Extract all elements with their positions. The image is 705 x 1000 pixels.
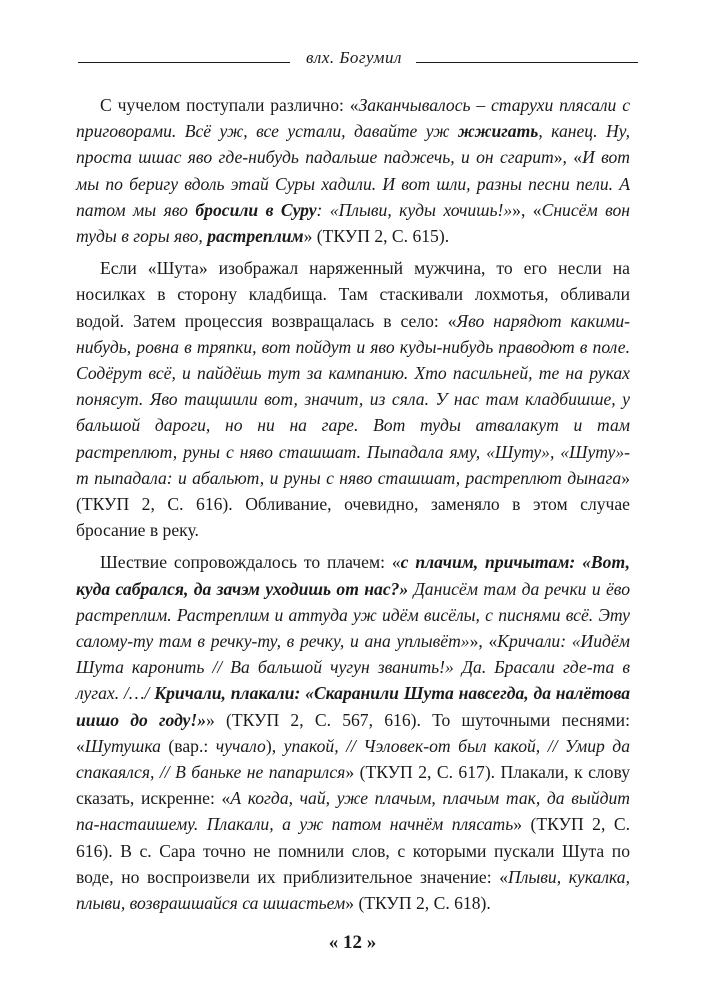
running-header [78, 48, 638, 72]
header-rule-left [78, 62, 290, 63]
text-run: Шествие сопровождалось то плачем: « [100, 552, 401, 573]
text-run: » (ТКУП 2, С. 616). Обливание, очевидно, заменяло в этом случае бросание в реку. [76, 467, 630, 541]
text-run: чучало [215, 735, 266, 756]
text-run: растреплим [207, 226, 304, 247]
text-run: Если «Шута» изображал наряженный мужчина, то его несли на носилках в сторону кладбища. Там стаскивали лохмотья, обливали водой. Затем процессия возвращалась в село: « [76, 258, 630, 331]
text-run: бросили в Суру [195, 199, 317, 220]
text-run: » (ТКУП 2, С. 617). Плакали, к слову сказать, искренне: « [76, 762, 630, 809]
text-run: (вар.: [160, 735, 216, 756]
text-run: Снисём вон туды в горы яво, [76, 199, 631, 247]
paragraph [76, 255, 630, 543]
text-run: Плыви, кукалка, плыви, возврашшайся са шшастьем [76, 866, 630, 914]
text-run: упакой, // Чэловек-от был какой, // Умир да спакаялся, // В баньке не папарился [76, 735, 631, 783]
text-run: Шутушка [84, 735, 161, 756]
text-run: Яво нарядют какими-нибудь, ровна в тряпки, вот пойдут и яво куды-нибудь праводют в поле. Содёрут всё, и пайдёшь тут за кампанию. Хто пасильней, те на руках понясут. Яво тащшили вот, значит, из сяла. У нас там кладбишше, у бальшой дароги, но ни на гаре. Вот туды атвалакут и там растреплют, руны с няво сташшат. Пыпадала яму, «Шуту», «Шуту»-т пыпадала: и абальют, и руны с няво сташшат, растреплют дынага [76, 310, 630, 488]
text-run: жжигать [458, 121, 539, 142]
text-run: » (ТКУП 2, С. 567, 616). То шуточными песнями: « [76, 709, 630, 756]
paragraph [76, 92, 630, 249]
text-run: », « [512, 199, 542, 220]
text-run: » (ТКУП 2, С. 618). [345, 893, 491, 914]
text-run: », « [469, 631, 498, 652]
body-text [76, 92, 630, 922]
text-run: » (ТКУП 2, С. 616). В с. Сара точно не помнили слов, с которыми пускали Шута по воде, но воспроизвели их приблизительное значение: « [76, 814, 630, 887]
page-number: « 12 » [328, 932, 377, 953]
text-run: Заканчывалось – старухи плясали с приговорами. Всё уж, все устали, давайте уж [76, 95, 631, 142]
text-run: : «Плыви, куды хочишь!» [316, 199, 513, 220]
header-rule-right [416, 62, 638, 63]
text-run: И вот мы по беригу вдоль этай Суры хадили. И вот шли, разны песни пели. А патом мы яво [76, 147, 631, 220]
text-run: Кричали: «Иидём Шута каронить // Ва бальшой чугун званить!» Да. Брасали где-та в лугах. /…/ [76, 631, 630, 704]
text-run: , канец. Ну, проста шшас яво где-нибудь падальше паджечь, и он сгарит [76, 121, 630, 168]
paragraph [76, 549, 630, 916]
text-run: Данисём там да речки и ёво растреплим. Растреплим и аттуда уж идём висёлы, с писнями всё. Эту салому-ту там в речку-ту, в речку, и ана уплывёт» [76, 578, 631, 652]
text-run: С чучелом поступали различно: « [100, 95, 359, 115]
running-title: влх. Богумил [306, 48, 402, 67]
text-run: », « [553, 147, 583, 168]
text-run: ), [265, 735, 284, 756]
text-run: » (ТКУП 2, С. 615). [303, 226, 450, 247]
text-run: Кричали, плакали: «Скаранили Шута навсегда, да налётова иишо до году!» [76, 683, 630, 730]
text-run: с плачим, причытам: «Вот, куда сабрался, да зачэм уходишь от нас?» [76, 552, 630, 599]
text-run: А когда, чай, уже плачым, плачым так, да выйдит па-настаишему. Плакали, а уж патом начнём плясать [76, 788, 630, 835]
